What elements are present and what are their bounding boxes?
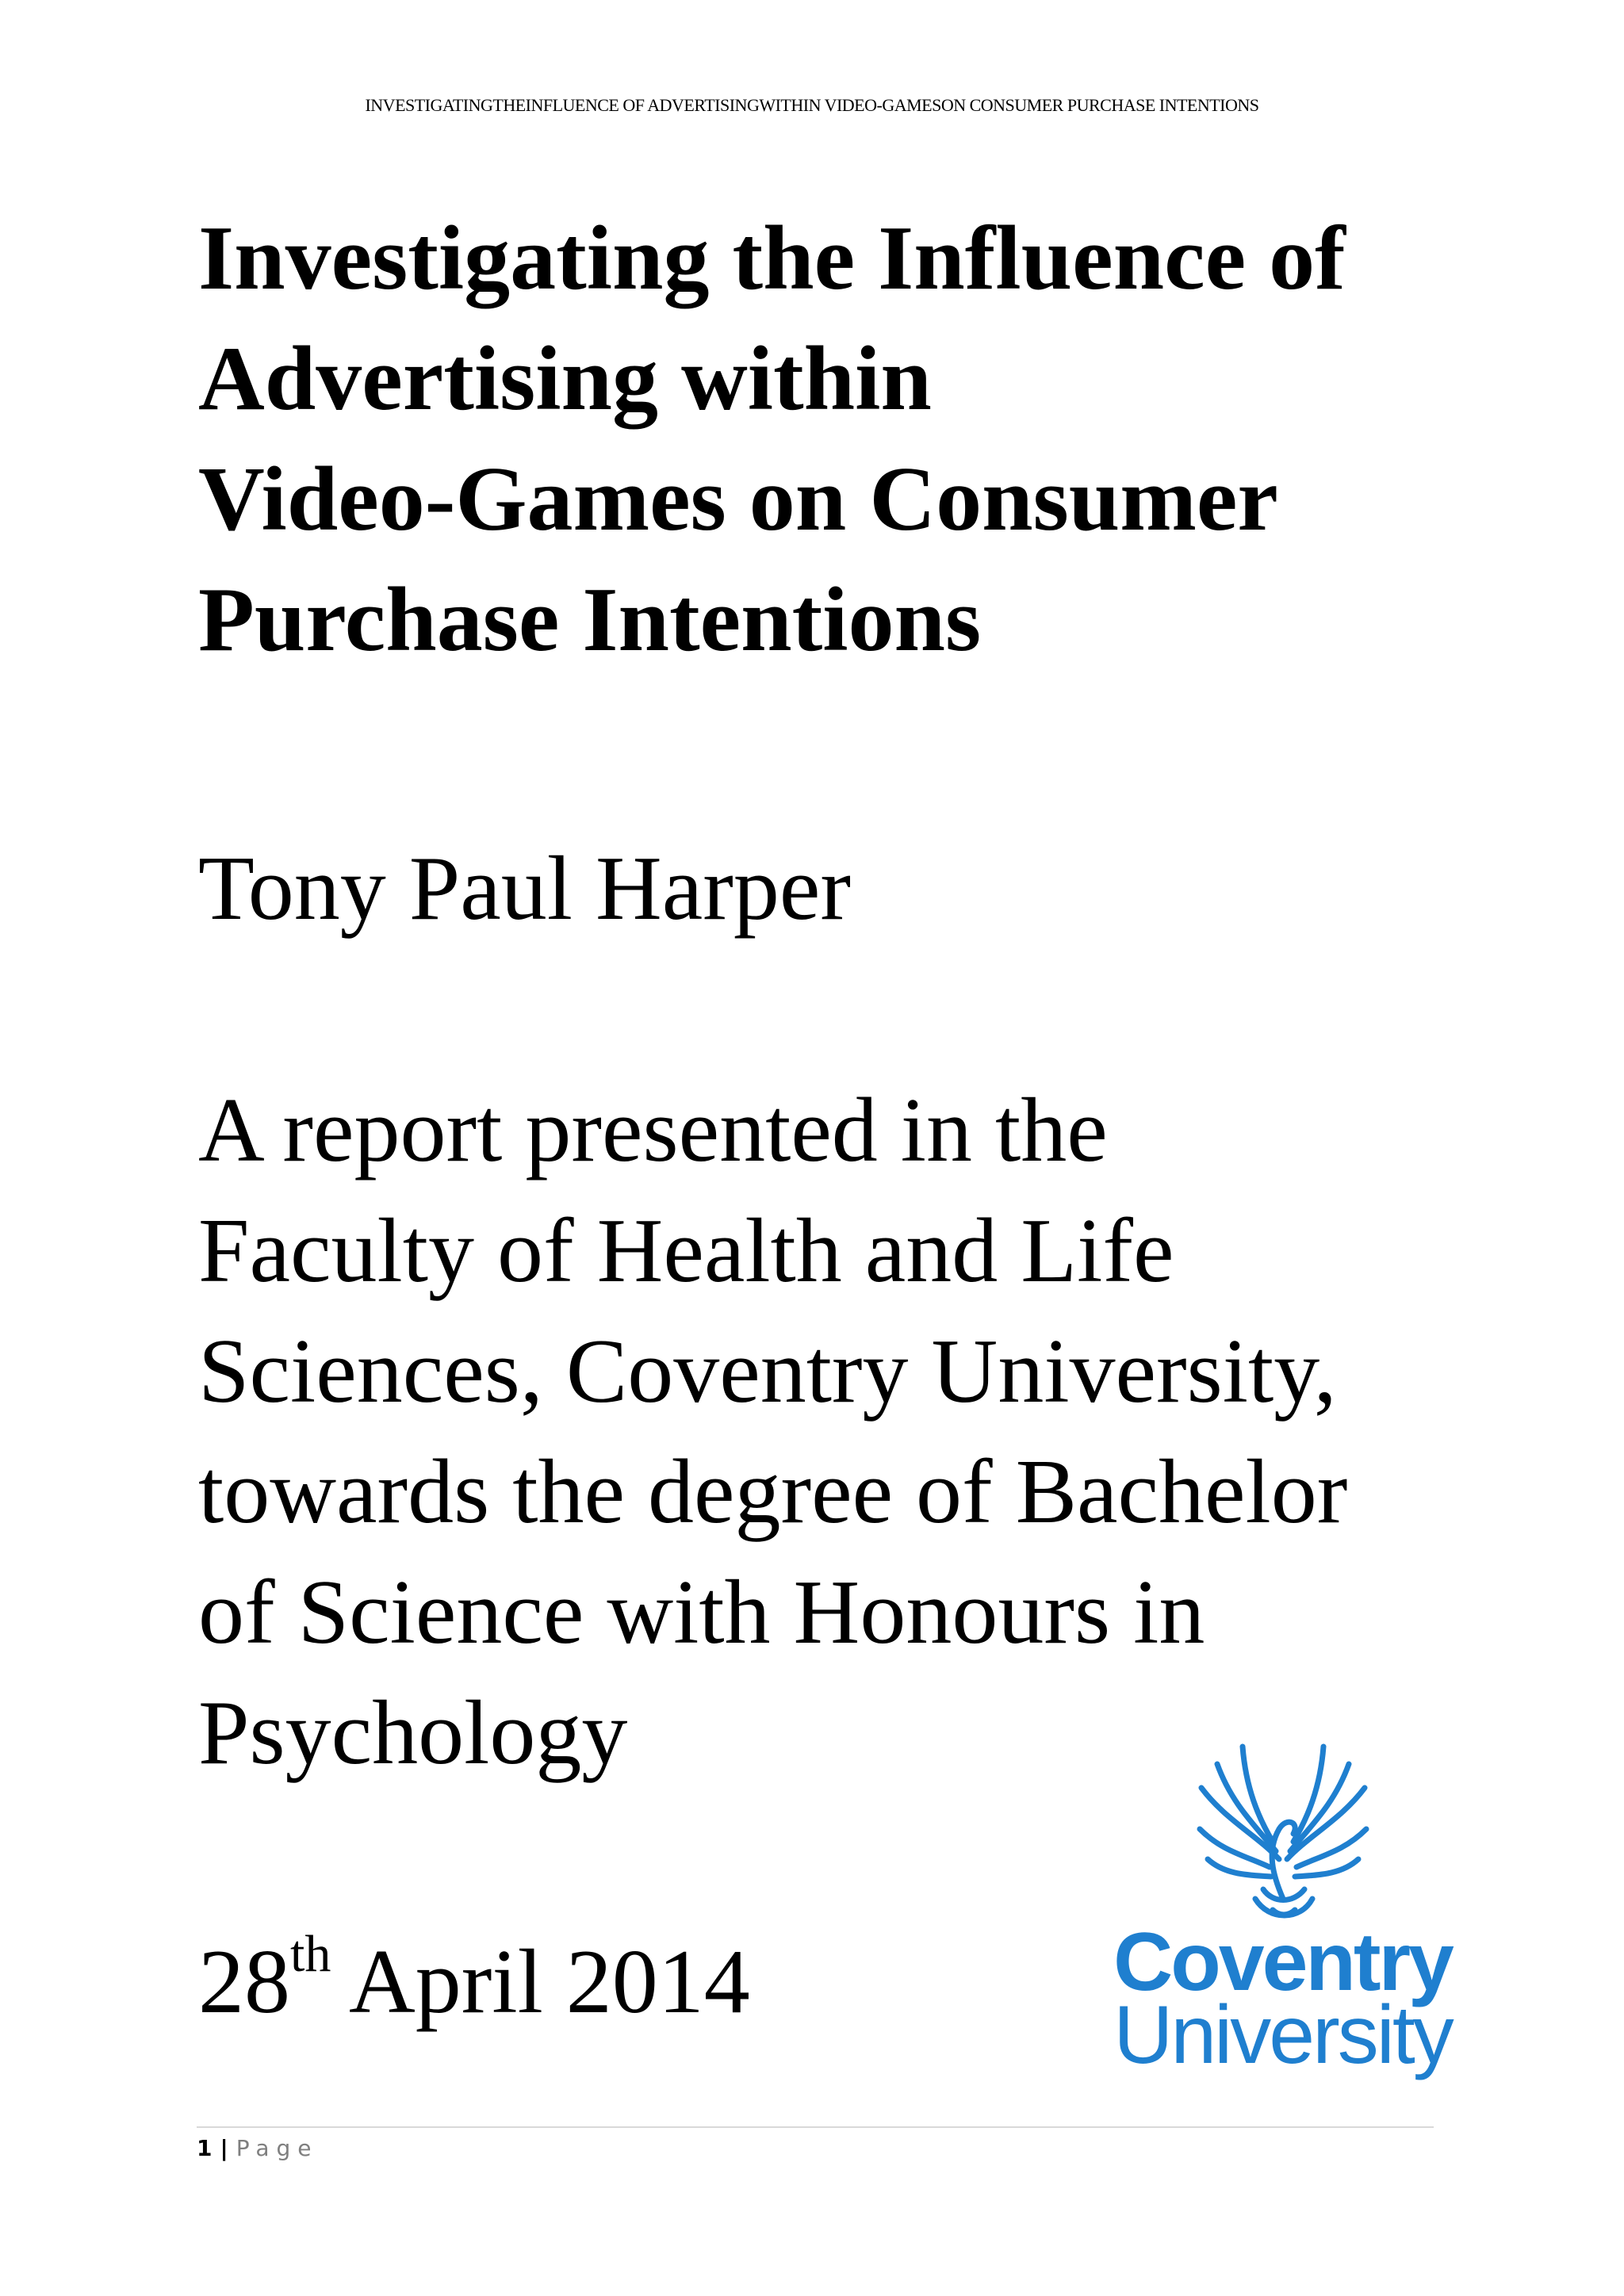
author-name: Tony Paul Harper	[198, 838, 851, 939]
degree-statement	[198, 1070, 1507, 1793]
date-suffix: th	[290, 1925, 331, 1983]
coventry-university-logo	[1074, 1740, 1491, 2081]
statement-line: Psychology	[198, 1682, 628, 1784]
title-line: Advertising within	[198, 328, 932, 430]
phoenix-icon	[1193, 1740, 1372, 1923]
title-line: Video-Games on Consumer	[198, 449, 1278, 550]
footer-divider	[197, 2126, 1434, 2128]
statement-line: of Science with Honours in	[198, 1562, 1205, 1663]
report-title	[198, 198, 1467, 680]
statement-line: A report presented in the	[198, 1080, 1108, 1181]
statement-line: Faculty of Health and Life	[198, 1200, 1174, 1302]
page-label: Page	[236, 2135, 319, 2161]
date-day: 28	[198, 1931, 290, 2033]
statement-line: Sciences, Coventry University,	[198, 1321, 1337, 1422]
date-rest: April 2014	[331, 1931, 750, 2033]
statement-line: towards the degree of Bachelor	[198, 1441, 1348, 1543]
running-header: INVESTIGATINGTHEINFLUENCE OF ADVERTISINGWITHIN VIDEO-GAMESON CONSUMER PURCHASE INTENTIONS	[365, 95, 1259, 115]
title-line: Investigating the Influence of	[198, 208, 1346, 309]
page-number: 1	[197, 2135, 213, 2161]
footer-separator: |	[220, 2135, 228, 2161]
logo-wordmark-coventry: Coventry	[1113, 1916, 1452, 2008]
logo-wordmark-university: University	[1113, 1989, 1452, 2081]
title-line: Purchase Intentions	[198, 569, 982, 671]
page-footer	[197, 2133, 319, 2164]
submission-date	[198, 1922, 750, 2056]
